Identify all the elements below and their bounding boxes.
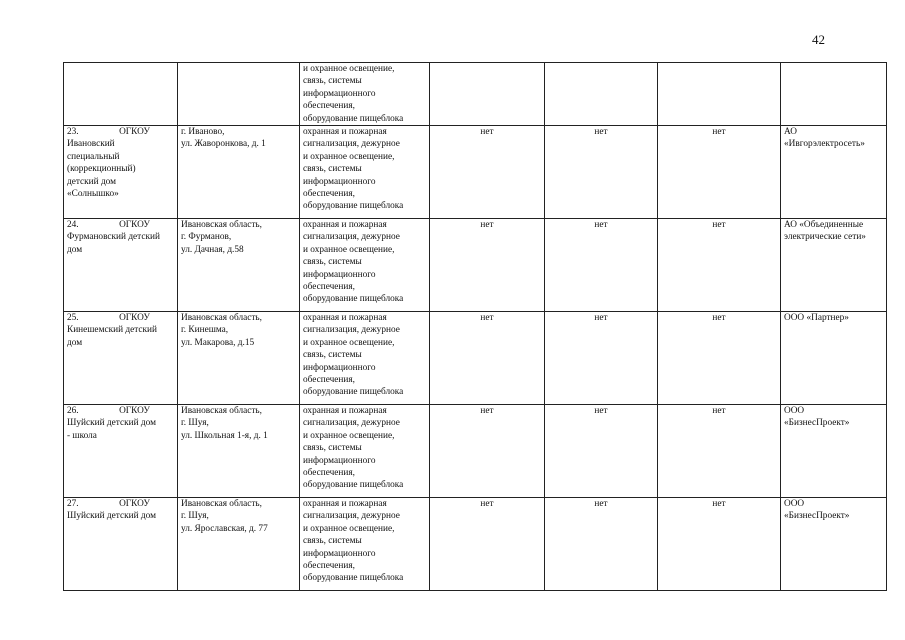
cell-col5: нет (545, 219, 658, 312)
provider (784, 498, 883, 523)
cell-col6: нет (658, 219, 781, 312)
cell-provider (781, 63, 887, 126)
cell-col4: нет (430, 312, 545, 405)
org-name (67, 138, 174, 200)
row-number: 26. (67, 406, 79, 417)
measures (303, 126, 426, 213)
cell-name (64, 498, 178, 591)
cell-measures (300, 219, 430, 312)
text-line: оборудование пищеблока (303, 573, 404, 584)
text-line: ул. Жаворонкова, д. 1 (181, 139, 266, 150)
text-line: детский дом (67, 176, 117, 187)
text-line: обеспечения, (303, 561, 355, 572)
text-line: ул. Макарова, д.15 (181, 337, 255, 348)
text-line: Фурмановский детский (67, 232, 160, 243)
cell-address (178, 63, 300, 126)
cell-measures (300, 405, 430, 498)
text-line: АО (784, 127, 797, 138)
cell-col4: нет (430, 405, 545, 498)
cell-col4 (430, 63, 545, 126)
org-name (67, 417, 174, 442)
text-line: и охранное освещение, (303, 523, 395, 534)
measures (303, 219, 426, 306)
text-line: оборудование пищеблока (303, 294, 404, 305)
cell-col6: нет (658, 312, 781, 405)
row-number: 23. (67, 127, 79, 138)
text-line: АО «Объединенные (784, 220, 864, 231)
text-line: обеспечения, (303, 101, 355, 112)
text-line: связь, системы (303, 164, 362, 175)
facilities-table (63, 62, 887, 591)
text-line: информационного (303, 269, 376, 280)
cell-provider (781, 126, 887, 219)
text-line: сигнализация, дежурное (303, 232, 400, 243)
cell-col4: нет (430, 219, 545, 312)
cell-address (178, 312, 300, 405)
row-number: 27. (67, 499, 79, 510)
text-line: информационного (303, 176, 376, 187)
cell-address (178, 126, 300, 219)
text-line: связь, системы (303, 536, 362, 547)
text-line: обеспечения, (303, 282, 355, 293)
text-line: г. Фурманов, (181, 232, 232, 243)
row-number: 25. (67, 313, 79, 324)
measures (303, 405, 426, 492)
text-line: Ивановская область, (181, 499, 262, 510)
cell-provider (781, 405, 887, 498)
text-line: обеспечения, (303, 468, 355, 479)
cell-name (64, 126, 178, 219)
measures (303, 498, 426, 585)
text-line: сигнализация, дежурное (303, 325, 400, 336)
text-line: сигнализация, дежурное (303, 418, 400, 429)
text-line: и охранное освещение, (303, 151, 395, 162)
org-type: ОГКОУ (119, 220, 150, 231)
text-line: «Ивгорэлектросеть» (784, 139, 865, 150)
provider (784, 312, 883, 324)
org-name (67, 324, 174, 349)
text-line: охранная и пожарная (303, 499, 387, 510)
address (181, 312, 296, 349)
text-line: «Солнышко» (67, 189, 119, 200)
text-line: и охранное освещение, (303, 430, 395, 441)
text-line: обеспечения, (303, 189, 355, 200)
text-line: «БизнесПроект» (784, 418, 850, 429)
text-line: специальный (67, 151, 120, 162)
cell-address (178, 219, 300, 312)
cell-col5: нет (545, 498, 658, 591)
row-number: 24. (67, 220, 79, 231)
table-row (64, 405, 887, 498)
text-line: г. Иваново, (181, 127, 225, 138)
text-line: Ивановская область, (181, 220, 262, 231)
text-line: охранная и пожарная (303, 313, 387, 324)
table-row (64, 498, 887, 591)
org-type: ОГКОУ (119, 406, 150, 417)
text-line: ООО (784, 406, 805, 417)
cell-name (64, 219, 178, 312)
cell-address (178, 498, 300, 591)
cell-col5: нет (545, 312, 658, 405)
address (181, 126, 296, 151)
text-line: ООО «Партнер» (784, 313, 849, 324)
address (181, 498, 296, 535)
text-line: охранная и пожарная (303, 127, 387, 138)
text-line: связь, системы (303, 257, 362, 268)
text-line: Шуйский детский дом (67, 418, 156, 429)
provider (784, 405, 883, 430)
cell-col5 (545, 63, 658, 126)
cell-measures (300, 312, 430, 405)
text-line: оборудование пищеблока (303, 113, 404, 124)
text-line: Ивановская область, (181, 313, 262, 324)
table-row-continuation (64, 63, 887, 126)
text-line: Шуйский детский дом (67, 511, 156, 522)
text-line: г. Шуя, (181, 511, 209, 522)
cell-measures (300, 126, 430, 219)
table-row (64, 126, 887, 219)
org-name (67, 231, 174, 256)
cell-col5: нет (545, 126, 658, 219)
text-line: «БизнесПроект» (784, 511, 850, 522)
cell-col4: нет (430, 498, 545, 591)
cell-measures (300, 498, 430, 591)
text-line: обеспечения, (303, 375, 355, 386)
cell-col5: нет (545, 405, 658, 498)
text-line: г. Шуя, (181, 418, 209, 429)
text-line: - школа (67, 430, 97, 441)
text-line: охранная и пожарная (303, 220, 387, 231)
provider (784, 219, 883, 244)
table-row (64, 312, 887, 405)
address (181, 405, 296, 442)
measures (303, 312, 426, 399)
cell-name (64, 312, 178, 405)
org-name (67, 510, 174, 522)
cell-name (64, 63, 178, 126)
text-line: и охранное освещение, (303, 337, 395, 348)
text-line: г. Кинешма, (181, 325, 229, 336)
text-line: оборудование пищеблока (303, 201, 404, 212)
cell-provider (781, 498, 887, 591)
text-line: и охранное освещение, (303, 244, 395, 255)
text-line: (коррекционный) (67, 164, 136, 175)
text-line: оборудование пищеблока (303, 387, 404, 398)
org-type: ОГКОУ (119, 313, 150, 324)
text-line: ООО (784, 499, 805, 510)
cell-name (64, 405, 178, 498)
provider (784, 126, 883, 151)
text-line: ул. Дачная, д.58 (181, 244, 244, 255)
text-line: Ивановский (67, 139, 115, 150)
text-line: связь, системы (303, 443, 362, 454)
org-type: ОГКОУ (119, 127, 150, 138)
table-row (64, 219, 887, 312)
text-line: связь, системы (303, 76, 362, 87)
text-line: и охранное освещение, (303, 64, 395, 74)
text-line: охранная и пожарная (303, 406, 387, 417)
cell-provider (781, 312, 887, 405)
org-type: ОГКОУ (119, 499, 150, 510)
text-line: электрические сети» (784, 232, 866, 243)
cell-col4: нет (430, 126, 545, 219)
text-line: связь, системы (303, 350, 362, 361)
address (181, 219, 296, 256)
text-line: сигнализация, дежурное (303, 139, 400, 150)
cell-col6 (658, 63, 781, 126)
text-line: Ивановская область, (181, 406, 262, 417)
cell-provider (781, 219, 887, 312)
cell-col6: нет (658, 498, 781, 591)
page-number: 42 (812, 32, 825, 47)
text-line: дом (67, 337, 83, 348)
text-line: ул. Ярославская, д. 77 (181, 523, 268, 534)
text-line: оборудование пищеблока (303, 480, 404, 491)
cell-measures (300, 63, 430, 126)
text-line: информационного (303, 548, 376, 559)
cell-col6: нет (658, 126, 781, 219)
text-line: Кинешемский детский (67, 325, 157, 336)
text-line: сигнализация, дежурное (303, 511, 400, 522)
text-line: ул. Школьная 1-я, д. 1 (181, 430, 268, 441)
text-line: информационного (303, 455, 376, 466)
cell-col6: нет (658, 405, 781, 498)
text-line: информационного (303, 362, 376, 373)
text-line: дом (67, 244, 83, 255)
text-line: информационного (303, 88, 376, 99)
cell-address (178, 405, 300, 498)
